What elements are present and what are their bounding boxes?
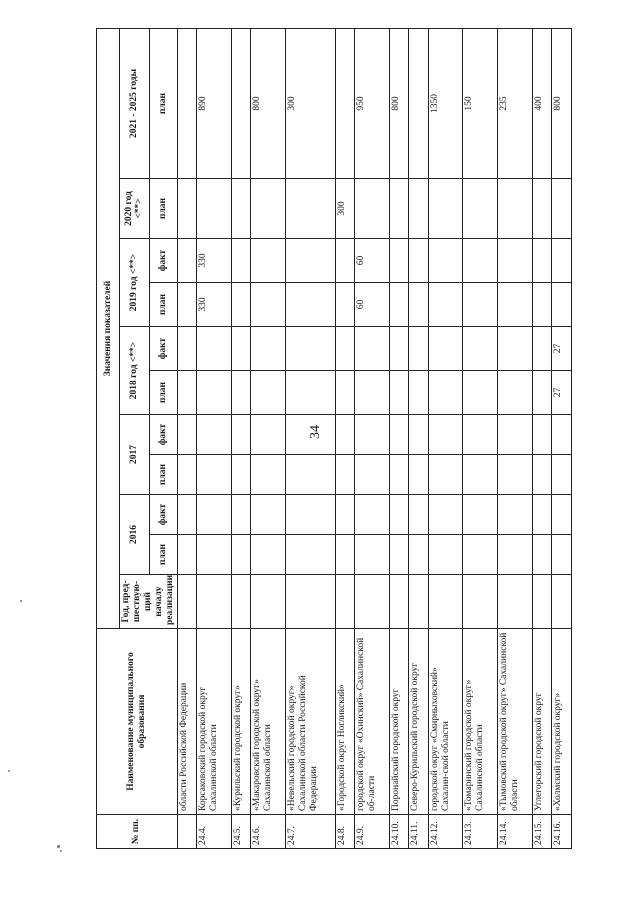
municipality-name: Северо-Курильский городской округ — [409, 629, 428, 815]
row-number: 24.5. — [231, 815, 250, 849]
municipality-name: Поронайский городской округ — [389, 629, 408, 815]
scan-speck — [8, 770, 10, 772]
cell-2018-fact — [532, 327, 551, 371]
col-header-2019-fact: факт — [149, 239, 177, 283]
cell-2017-fact — [409, 415, 428, 455]
row-number: 24.15. — [532, 815, 551, 849]
cell-2016-plan — [285, 535, 335, 575]
cell-2017-fact — [285, 415, 335, 455]
cell-2018-plan — [409, 371, 428, 415]
cell-2018-plan — [231, 371, 250, 415]
cell-2020-plan — [428, 179, 463, 239]
cell-2017-fact — [552, 415, 571, 455]
cell-2018-fact — [231, 327, 250, 371]
cell-2018-fact — [409, 327, 428, 371]
cell-2021-plan: 950 — [355, 29, 390, 179]
cell-2016-fact — [409, 495, 428, 535]
cell-2016-fact — [355, 495, 390, 535]
row-number: 24.6. — [251, 815, 286, 849]
cell-2018-fact — [335, 327, 354, 371]
cell-2019-fact — [532, 239, 551, 283]
table-row — [231, 29, 250, 849]
cell-2019-fact: 330 — [197, 239, 232, 283]
row-number: 24.4. — [197, 815, 232, 849]
cell-2016-plan — [498, 535, 533, 575]
cell-2017-plan — [231, 455, 250, 495]
municipality-name: Углегорский городской округ — [532, 629, 551, 815]
cell-2016-fact — [463, 495, 498, 535]
cell-2021-plan: 800 — [389, 29, 408, 179]
cell-2019-fact — [285, 239, 335, 283]
cell-2016-plan — [251, 535, 286, 575]
cell-2019-fact — [389, 239, 408, 283]
cell-2016-fact — [231, 495, 250, 535]
municipality-name: «Курильский городской округ» — [231, 629, 250, 815]
cell-year-preceding — [409, 575, 428, 629]
cell-2019-plan — [285, 283, 335, 327]
municipality-name: «Томаринский городской округ» Сахалинской области — [463, 629, 498, 815]
table-row — [428, 29, 463, 849]
cell-2018-fact — [428, 327, 463, 371]
cell-2018-plan — [428, 371, 463, 415]
row-number: 24.10. — [389, 815, 408, 849]
cell-2019-plan — [335, 283, 354, 327]
scan-speck — [20, 600, 22, 602]
cell-year-preceding — [251, 575, 286, 629]
cell-2021-plan — [409, 29, 428, 179]
cell-2017-plan — [335, 455, 354, 495]
municipality-name: «Холмский городской округ» — [552, 629, 571, 815]
cell-2018-plan — [177, 371, 196, 415]
cell-2016-plan — [177, 535, 196, 575]
row-number: 24.9. — [355, 815, 390, 849]
cell-2017-fact — [231, 415, 250, 455]
municipality-name: «Невельский городской округ» Сахалинской области Российской Федерации — [285, 629, 335, 815]
table-body — [177, 29, 571, 849]
cell-2017-plan — [177, 455, 196, 495]
cell-2017-plan — [409, 455, 428, 495]
cell-year-preceding — [552, 575, 571, 629]
col-header-2020-plan: план — [149, 179, 177, 239]
cell-2016-fact — [177, 495, 196, 535]
cell-2017-fact — [532, 415, 551, 455]
cell-2016-fact — [197, 495, 232, 535]
cell-2021-plan: 1350 — [428, 29, 463, 179]
row-number: 24.11. — [409, 815, 428, 849]
cell-2016-plan — [463, 535, 498, 575]
cell-2019-fact — [251, 239, 286, 283]
cell-2019-fact — [409, 239, 428, 283]
scan-speck — [57, 845, 60, 848]
cell-2017-fact — [251, 415, 286, 455]
table-row — [498, 29, 533, 849]
col-header-2017: 2017 — [120, 415, 150, 495]
cell-2016-fact — [532, 495, 551, 535]
table-row — [552, 29, 571, 849]
cell-2019-plan: 330 — [197, 283, 232, 327]
cell-2018-fact: 27 — [552, 327, 571, 371]
cell-2021-plan — [177, 29, 196, 179]
cell-2016-fact — [552, 495, 571, 535]
cell-2020-plan: 300 — [335, 179, 354, 239]
col-header-year-preceding: Год, пред-шествую-щий началу реализации — [120, 575, 178, 629]
table-row — [532, 29, 551, 849]
cell-2019-plan — [498, 283, 533, 327]
cell-2019-fact — [428, 239, 463, 283]
cell-2019-fact — [498, 239, 533, 283]
cell-year-preceding — [197, 575, 232, 629]
row-number: 24.14. — [498, 815, 533, 849]
municipality-name: «Тымовский городской округ» Сахалинской области — [498, 629, 533, 815]
cell-2021-plan: 800 — [552, 29, 571, 179]
col-header-2017-fact: факт — [149, 415, 177, 455]
col-header-2016-plan: план — [149, 535, 177, 575]
cell-2019-fact: 60 — [355, 239, 390, 283]
cell-2019-plan — [409, 283, 428, 327]
cell-2017-fact — [197, 415, 232, 455]
cell-2020-plan — [197, 179, 232, 239]
cell-2017-plan — [552, 455, 571, 495]
cell-2020-plan — [552, 179, 571, 239]
cell-2017-plan — [463, 455, 498, 495]
cell-2018-plan — [463, 371, 498, 415]
col-header-2018-fact: факт — [149, 327, 177, 371]
col-header-2021-2025: 2021 - 2025 годы — [120, 29, 150, 179]
page-number: 34 — [308, 425, 323, 439]
cell-2019-plan — [552, 283, 571, 327]
cell-year-preceding — [428, 575, 463, 629]
cell-2021-plan: 890 — [197, 29, 232, 179]
col-header-name: Наименование муниципального образования — [97, 629, 178, 815]
table-row — [355, 29, 390, 849]
cell-2017-fact — [335, 415, 354, 455]
table-row — [409, 29, 428, 849]
col-header-2020: 2020 год <**> — [120, 179, 150, 239]
cell-2019-plan — [463, 283, 498, 327]
cell-2016-plan — [231, 535, 250, 575]
cell-2019-fact — [552, 239, 571, 283]
scan-speck — [60, 850, 62, 852]
cell-2020-plan — [389, 179, 408, 239]
row-number — [177, 815, 196, 849]
cell-2019-plan — [428, 283, 463, 327]
cell-year-preceding — [231, 575, 250, 629]
cell-2017-fact — [355, 415, 390, 455]
cell-2019-plan — [389, 283, 408, 327]
cell-2021-plan: 300 — [285, 29, 335, 179]
cell-2018-plan — [251, 371, 286, 415]
cell-2018-fact — [498, 327, 533, 371]
cell-2017-plan — [355, 455, 390, 495]
cell-2018-plan: 27 — [552, 371, 571, 415]
cell-2019-plan — [251, 283, 286, 327]
cell-year-preceding — [389, 575, 408, 629]
table-row — [389, 29, 408, 849]
cell-2020-plan — [231, 179, 250, 239]
cell-2018-fact — [285, 327, 335, 371]
row-number: 24.7. — [285, 815, 335, 849]
cell-2016-fact — [335, 495, 354, 535]
cell-2016-plan — [428, 535, 463, 575]
col-header-2021-plan: план — [149, 29, 177, 179]
cell-2021-plan: 150 — [463, 29, 498, 179]
table-row — [177, 29, 196, 849]
col-header-indicator-values: Значения показателей — [97, 29, 120, 629]
cell-2017-fact — [177, 415, 196, 455]
cell-2020-plan — [177, 179, 196, 239]
cell-2016-plan — [355, 535, 390, 575]
cell-2020-plan — [532, 179, 551, 239]
cell-2021-plan: 235 — [498, 29, 533, 179]
table-row — [463, 29, 498, 849]
row-number: 24.8. — [335, 815, 354, 849]
cell-2016-plan — [197, 535, 232, 575]
cell-2016-plan — [409, 535, 428, 575]
cell-2019-fact — [463, 239, 498, 283]
cell-2018-plan — [285, 371, 335, 415]
cell-2020-plan — [498, 179, 533, 239]
table-row — [197, 29, 232, 849]
cell-2017-plan — [428, 455, 463, 495]
cell-2021-plan: 400 — [532, 29, 551, 179]
cell-2017-fact — [498, 415, 533, 455]
cell-2020-plan — [463, 179, 498, 239]
cell-2019-fact — [231, 239, 250, 283]
table-row — [251, 29, 286, 849]
cell-2019-plan — [532, 283, 551, 327]
cell-2017-plan — [251, 455, 286, 495]
cell-2017-plan — [389, 455, 408, 495]
municipality-name: «Макаровский городской округ» Сахалинской области — [251, 629, 286, 815]
cell-2017-fact — [389, 415, 408, 455]
cell-2019-plan: 60 — [355, 283, 390, 327]
col-header-2016-fact: факт — [149, 495, 177, 535]
cell-2018-plan — [335, 371, 354, 415]
cell-2020-plan — [285, 179, 335, 239]
cell-2016-fact — [389, 495, 408, 535]
cell-2018-plan — [498, 371, 533, 415]
table-row — [335, 29, 354, 849]
municipality-name: области Российской Федерации — [177, 629, 196, 815]
cell-2016-fact — [428, 495, 463, 535]
cell-2019-fact — [335, 239, 354, 283]
col-header-2018: 2018 год <**> — [120, 327, 150, 415]
cell-year-preceding — [355, 575, 390, 629]
municipality-name: «Городской округ Ногликский» — [335, 629, 354, 815]
cell-2018-fact — [197, 327, 232, 371]
cell-2016-plan — [389, 535, 408, 575]
cell-2018-fact — [463, 327, 498, 371]
cell-2016-plan — [552, 535, 571, 575]
col-header-2019: 2019 год <**> — [120, 239, 150, 327]
cell-2018-fact — [355, 327, 390, 371]
cell-2021-plan — [335, 29, 354, 179]
cell-2018-plan — [197, 371, 232, 415]
row-number: 24.13. — [463, 815, 498, 849]
col-header-2017-plan: план — [149, 455, 177, 495]
cell-2019-plan — [231, 283, 250, 327]
indicator-table — [96, 28, 572, 849]
cell-2018-plan — [389, 371, 408, 415]
cell-2017-plan — [285, 455, 335, 495]
col-header-2019-plan: план — [149, 283, 177, 327]
cell-year-preceding — [532, 575, 551, 629]
cell-2018-fact — [177, 327, 196, 371]
municipality-name: Корсаковский городской округ Сахалинской области — [197, 629, 232, 815]
row-number: 24.16. — [552, 815, 571, 849]
cell-2020-plan — [355, 179, 390, 239]
cell-2016-fact — [251, 495, 286, 535]
municipality-name: городской округ «Смирныховский» Сахалин-ской области — [428, 629, 463, 815]
cell-year-preceding — [285, 575, 335, 629]
col-header-2018-plan: план — [149, 371, 177, 415]
cell-2017-fact — [428, 415, 463, 455]
cell-2017-plan — [498, 455, 533, 495]
municipality-name: городской округ «Охинский» Сахалинской об-ласти — [355, 629, 390, 815]
cell-year-preceding — [498, 575, 533, 629]
row-number: 24.12. — [428, 815, 463, 849]
col-header-2016: 2016 — [120, 495, 150, 575]
cell-2017-plan — [197, 455, 232, 495]
cell-year-preceding — [335, 575, 354, 629]
rotated-table-container — [96, 29, 562, 849]
cell-year-preceding — [463, 575, 498, 629]
cell-2016-fact — [285, 495, 335, 535]
cell-2020-plan — [409, 179, 428, 239]
cell-2020-plan — [251, 179, 286, 239]
cell-year-preceding — [177, 575, 196, 629]
cell-2017-fact — [463, 415, 498, 455]
cell-2018-plan — [355, 371, 390, 415]
cell-2016-plan — [335, 535, 354, 575]
cell-2021-plan: 800 — [251, 29, 286, 179]
cell-2018-fact — [389, 327, 408, 371]
cell-2016-fact — [498, 495, 533, 535]
table-row — [285, 29, 335, 849]
cell-2017-plan — [532, 455, 551, 495]
cell-2021-plan — [231, 29, 250, 179]
cell-2018-plan — [532, 371, 551, 415]
cell-2019-fact — [177, 239, 196, 283]
col-header-num: № пп. — [97, 815, 178, 849]
cell-2016-plan — [532, 535, 551, 575]
cell-2018-fact — [251, 327, 286, 371]
cell-2019-plan — [177, 283, 196, 327]
